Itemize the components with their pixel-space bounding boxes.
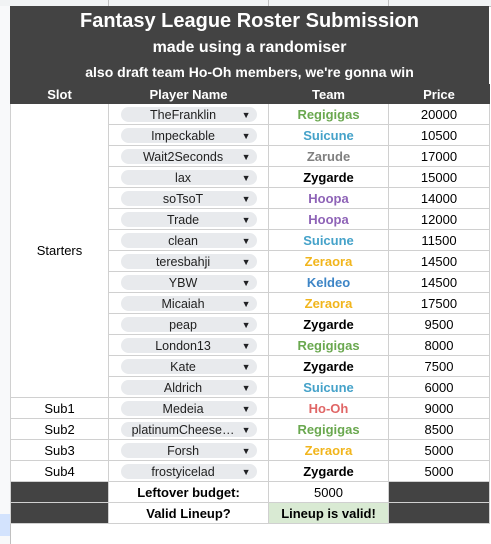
price-cell[interactable]: 8000 [389, 335, 490, 356]
leftover-row [11, 482, 490, 503]
team-cell[interactable]: Zeraora [269, 440, 389, 461]
slot-cell[interactable]: Sub1 [11, 398, 109, 419]
price-cell[interactable]: 15000 [389, 167, 490, 188]
player-name: soTsoT [162, 191, 204, 206]
sheet-tagline: also draft team Ho-Oh members, we're gonna win [10, 60, 489, 84]
player-dropdown[interactable] [121, 296, 257, 311]
player-name: Kate [170, 359, 196, 374]
price-cell[interactable]: 9500 [389, 314, 490, 335]
player-cell[interactable] [109, 209, 269, 230]
price-cell[interactable]: 14500 [389, 272, 490, 293]
price-cell[interactable]: 14500 [389, 251, 490, 272]
triangle-down-icon[interactable]: ▼ [241, 172, 251, 183]
player-dropdown[interactable] [121, 401, 257, 416]
player-cell[interactable] [109, 335, 269, 356]
player-name: platinumCheese… [131, 422, 235, 437]
triangle-down-icon[interactable]: ▼ [241, 382, 251, 393]
player-name: lax [175, 170, 192, 185]
triangle-down-icon[interactable]: ▼ [241, 403, 251, 414]
player-name: peap [169, 317, 197, 332]
price-cell[interactable]: 14000 [389, 188, 490, 209]
triangle-down-icon[interactable]: ▼ [241, 445, 251, 456]
player-dropdown[interactable] [121, 128, 257, 143]
triangle-down-icon[interactable]: ▼ [241, 340, 251, 351]
player-cell[interactable] [109, 314, 269, 335]
footer-spacer [11, 503, 109, 524]
triangle-down-icon[interactable]: ▼ [241, 277, 251, 288]
player-name: Medeia [162, 401, 204, 416]
price-cell[interactable]: 9000 [389, 398, 490, 419]
player-cell[interactable] [109, 419, 269, 440]
price-cell[interactable]: 8500 [389, 419, 490, 440]
sheet-title: Fantasy League Roster Submission [10, 6, 489, 36]
footer-spacer [389, 482, 490, 503]
table-row [11, 104, 490, 125]
team-cell[interactable]: Suicune [269, 377, 389, 398]
triangle-down-icon[interactable]: ▼ [241, 256, 251, 267]
price-cell[interactable]: 20000 [389, 104, 490, 125]
player-dropdown[interactable] [121, 107, 257, 122]
team-cell[interactable]: Regigigas [269, 104, 389, 125]
player-cell[interactable] [109, 398, 269, 419]
price-cell[interactable]: 11500 [389, 230, 490, 251]
team-cell[interactable]: Regigigas [269, 419, 389, 440]
valid-status[interactable]: Lineup is valid! [269, 503, 389, 524]
team-cell[interactable]: Zeraora [269, 251, 389, 272]
footer-spacer [11, 482, 109, 503]
table-row [11, 440, 490, 461]
player-dropdown[interactable] [121, 275, 257, 290]
triangle-down-icon[interactable]: ▼ [241, 319, 251, 330]
player-name: London13 [155, 338, 211, 353]
player-cell[interactable] [109, 167, 269, 188]
triangle-down-icon[interactable]: ▼ [241, 361, 251, 372]
team-cell[interactable]: Zygarde [269, 461, 389, 482]
team-cell[interactable]: Regigigas [269, 335, 389, 356]
player-cell[interactable] [109, 146, 269, 167]
player-name: teresbahji [155, 254, 211, 269]
triangle-down-icon[interactable]: ▼ [241, 130, 251, 141]
triangle-down-icon[interactable]: ▼ [241, 424, 251, 435]
player-name: clean [168, 233, 198, 248]
player-dropdown[interactable] [121, 443, 257, 458]
triangle-down-icon[interactable]: ▼ [241, 109, 251, 120]
triangle-down-icon[interactable]: ▼ [241, 214, 251, 225]
player-name: Aldrich [163, 380, 203, 395]
player-cell[interactable] [109, 377, 269, 398]
player-dropdown[interactable] [121, 422, 257, 437]
slot-cell[interactable]: Sub2 [11, 419, 109, 440]
team-cell[interactable]: Suicune [269, 125, 389, 146]
player-name: Wait2Seconds [142, 149, 224, 164]
player-cell[interactable] [109, 461, 269, 482]
price-cell[interactable]: 6000 [389, 377, 490, 398]
player-dropdown[interactable] [121, 380, 257, 395]
player-name: TheFranklin [150, 107, 217, 122]
leftover-value[interactable]: 5000 [269, 482, 389, 503]
slot-header[interactable]: Slot [11, 85, 109, 104]
price-cell[interactable]: 5000 [389, 461, 490, 482]
player-cell[interactable] [109, 356, 269, 377]
player-dropdown[interactable] [121, 359, 257, 374]
price-cell[interactable]: 17500 [389, 293, 490, 314]
roster-table [10, 84, 490, 524]
team-cell[interactable]: Suicune [269, 230, 389, 251]
player-dropdown[interactable] [121, 170, 257, 185]
player-name: frostyicelad [151, 464, 215, 479]
price-header[interactable]: Price [389, 85, 490, 104]
player-dropdown[interactable] [121, 233, 257, 248]
player-cell[interactable] [109, 104, 269, 125]
team-cell[interactable]: Zygarde [269, 314, 389, 335]
starters-slot-cell[interactable]: Starters [11, 104, 109, 398]
valid-label: Valid Lineup? [109, 503, 269, 524]
footer-spacer [389, 503, 490, 524]
table-row [11, 398, 490, 419]
price-cell[interactable]: 5000 [389, 440, 490, 461]
table-row [11, 461, 490, 482]
triangle-down-icon[interactable]: ▼ [241, 151, 251, 162]
player-dropdown[interactable] [121, 254, 257, 269]
team-cell[interactable]: Zarude [269, 146, 389, 167]
player-name: Impeckable [151, 128, 215, 143]
player-cell[interactable] [109, 125, 269, 146]
team-cell[interactable]: Ho-Oh [269, 398, 389, 419]
price-cell[interactable]: 7500 [389, 356, 490, 377]
slot-cell[interactable]: Sub3 [11, 440, 109, 461]
sheet-subtitle: made using a randomiser [10, 36, 489, 60]
triangle-down-icon[interactable]: ▼ [241, 298, 251, 309]
player-header[interactable]: Player Name [109, 85, 269, 104]
player-name: Micaiah [161, 296, 205, 311]
player-dropdown[interactable] [121, 317, 257, 332]
player-dropdown[interactable] [121, 149, 257, 164]
triangle-down-icon[interactable]: ▼ [241, 193, 251, 204]
team-cell[interactable]: Hoopa [269, 188, 389, 209]
player-name: Forsh [167, 443, 200, 458]
team-cell[interactable]: Hoopa [269, 209, 389, 230]
player-name: Trade [166, 212, 200, 227]
player-cell[interactable] [109, 251, 269, 272]
player-cell[interactable] [109, 188, 269, 209]
table-row [11, 419, 490, 440]
player-cell[interactable] [109, 272, 269, 293]
valid-row [11, 503, 490, 524]
slot-cell[interactable]: Sub4 [11, 461, 109, 482]
player-name: YBW [168, 275, 198, 290]
team-cell[interactable]: Keldeo [269, 272, 389, 293]
leftover-label: Leftover budget: [109, 482, 269, 503]
triangle-down-icon[interactable]: ▼ [241, 235, 251, 246]
team-cell[interactable]: Zygarde [269, 167, 389, 188]
roster-body [11, 104, 490, 482]
team-cell[interactable]: Zygarde [269, 356, 389, 377]
player-cell[interactable] [109, 230, 269, 251]
player-cell[interactable] [109, 293, 269, 314]
price-cell[interactable]: 10500 [389, 125, 490, 146]
player-cell[interactable] [109, 440, 269, 461]
roster-sheet [10, 6, 489, 524]
triangle-down-icon[interactable]: ▼ [241, 466, 251, 477]
player-dropdown[interactable] [121, 212, 257, 227]
header-row [11, 85, 490, 104]
player-dropdown[interactable] [121, 338, 257, 353]
price-cell[interactable]: 17000 [389, 146, 490, 167]
selected-row-header[interactable] [0, 514, 10, 536]
team-cell[interactable]: Zeraora [269, 293, 389, 314]
player-dropdown[interactable] [121, 191, 257, 206]
price-cell[interactable]: 12000 [389, 209, 490, 230]
player-dropdown[interactable] [121, 464, 257, 479]
team-header[interactable]: Team [269, 85, 389, 104]
